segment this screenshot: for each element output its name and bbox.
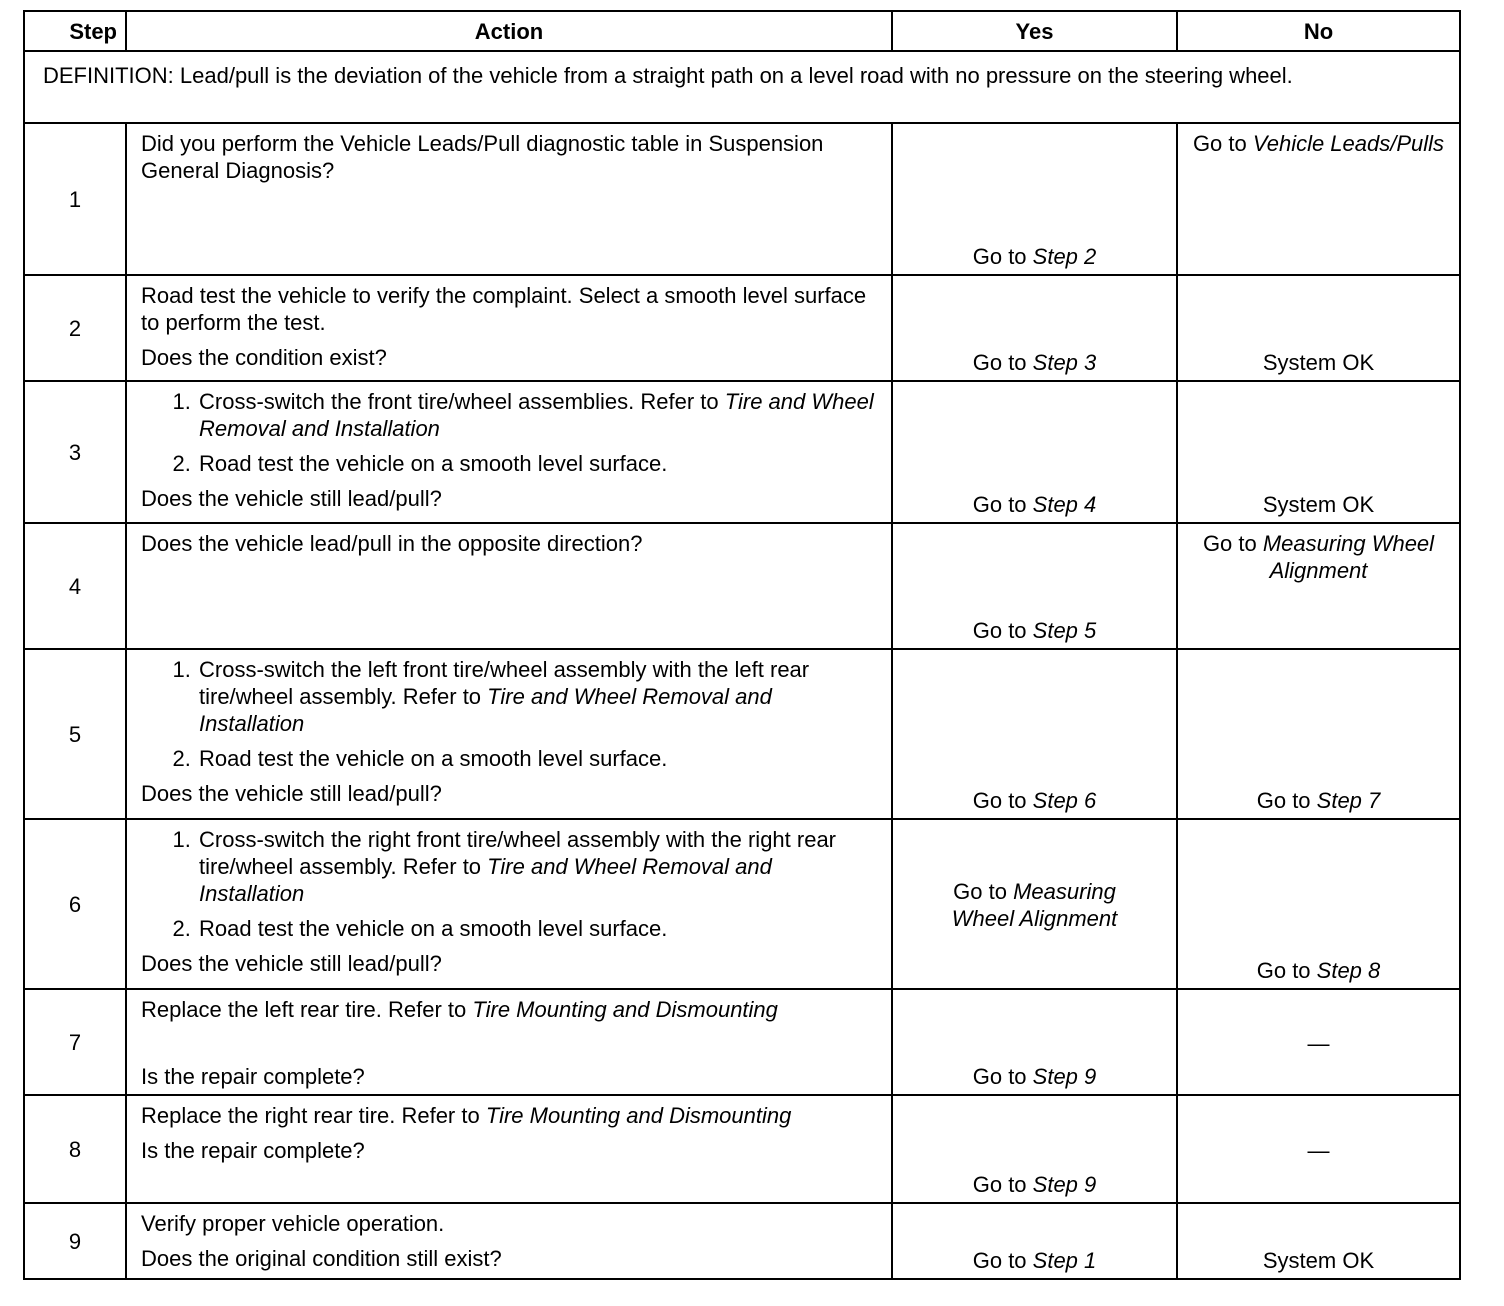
action-cell xyxy=(126,523,892,649)
yes-cell xyxy=(892,819,1177,989)
yes-cell xyxy=(892,523,1177,649)
action-cell xyxy=(126,1203,892,1279)
yes-prefix: Go to xyxy=(972,1248,1033,1273)
header-row xyxy=(24,11,1460,51)
action-question: Is the repair complete? xyxy=(141,1138,365,1163)
no-goto[interactable] xyxy=(1186,530,1451,584)
no-result: System OK xyxy=(1262,350,1375,375)
substep-ref[interactable]: Tire and Wheel Removal and Installation xyxy=(199,389,874,441)
table-row xyxy=(24,275,1460,381)
step-number: 5 xyxy=(24,649,126,819)
yes-prefix: Go to xyxy=(972,244,1033,269)
table-row xyxy=(24,1095,1460,1203)
yes-cell xyxy=(892,1095,1177,1203)
action-cell xyxy=(126,123,892,275)
yes-prefix: Go to xyxy=(972,618,1033,643)
step-number: 3 xyxy=(24,381,126,523)
substep-item xyxy=(197,656,881,737)
yes-ref: Step 3 xyxy=(1032,350,1097,375)
no-cell xyxy=(1177,819,1460,989)
yes-prefix: Go to xyxy=(953,879,1014,904)
no-cell xyxy=(1177,523,1460,649)
action-cell xyxy=(126,381,892,523)
definition-row xyxy=(24,51,1460,123)
no-prefix: Go to xyxy=(1192,131,1253,156)
substep-item xyxy=(197,388,881,442)
action-ref[interactable]: Tire Mounting and Dismounting xyxy=(485,1103,792,1128)
no-cell xyxy=(1177,275,1460,381)
no-cell xyxy=(1177,649,1460,819)
substep-ref[interactable]: Tire and Wheel Removal and Installation xyxy=(199,684,772,736)
yes-cell xyxy=(892,381,1177,523)
substep-text: Road test the vehicle on a smooth level surface. xyxy=(199,916,668,941)
action-question: Does the original condition still exist? xyxy=(141,1246,502,1271)
action-text-wrap xyxy=(141,996,881,1023)
action-text: Does the vehicle lead/pull in the opposite direction? xyxy=(141,531,643,556)
yes-ref: Step 9 xyxy=(1032,1064,1097,1089)
yes-goto[interactable] xyxy=(901,243,1168,270)
step-number: 7 xyxy=(24,989,126,1095)
action-text: Replace the right rear tire. Refer to xyxy=(141,1103,486,1128)
step-number: 1 xyxy=(24,123,126,275)
yes-cell xyxy=(892,1203,1177,1279)
yes-prefix: Go to xyxy=(972,1064,1033,1089)
header-step: Step xyxy=(24,11,126,51)
yes-goto[interactable] xyxy=(901,1171,1168,1198)
no-cell xyxy=(1177,381,1460,523)
step-number: 2 xyxy=(24,275,126,381)
no-ref: Measuring Wheel Alignment xyxy=(1262,531,1435,583)
diagnostic-table xyxy=(23,10,1461,1280)
action-ref[interactable]: Tire Mounting and Dismounting xyxy=(472,997,778,1022)
step-number: 8 xyxy=(24,1095,126,1203)
yes-cell xyxy=(892,989,1177,1095)
header-yes: Yes xyxy=(892,11,1177,51)
table-row xyxy=(24,123,1460,275)
no-ref: Step 7 xyxy=(1316,788,1381,813)
yes-cell xyxy=(892,275,1177,381)
no-ref: Vehicle Leads/Pulls xyxy=(1252,131,1445,156)
substep-item xyxy=(197,826,881,907)
yes-ref: Step 2 xyxy=(1032,244,1097,269)
action-text: Did you perform the Vehicle Leads/Pull diagnostic table in Suspension General Diagnosis? xyxy=(141,131,824,183)
no-prefix: Go to xyxy=(1202,531,1263,556)
no-goto[interactable] xyxy=(1186,130,1451,157)
yes-goto[interactable] xyxy=(901,349,1168,376)
substep-text: Cross-switch the left front tire/wheel assembly with the left rear tire/wheel assembly. Refer to xyxy=(199,657,810,709)
no-cell xyxy=(1177,123,1460,275)
yes-cell xyxy=(892,123,1177,275)
definition-text: DEFINITION: Lead/pull is the deviation of the vehicle from a straight path on a level road with no pressure on the steering wheel. xyxy=(24,51,1460,123)
yes-goto[interactable] xyxy=(901,1247,1168,1274)
yes-prefix: Go to xyxy=(972,350,1033,375)
action-text: Replace the left rear tire. Refer to xyxy=(141,997,473,1022)
yes-goto[interactable] xyxy=(901,491,1168,518)
header-no: No xyxy=(1177,11,1460,51)
yes-ref: Measuring Wheel Alignment xyxy=(951,879,1118,931)
substep-text: Road test the vehicle on a smooth level surface. xyxy=(199,451,668,476)
action-cell xyxy=(126,989,892,1095)
yes-goto[interactable] xyxy=(901,878,1168,932)
yes-ref: Step 5 xyxy=(1032,618,1097,643)
yes-ref: Step 9 xyxy=(1032,1172,1097,1197)
yes-goto[interactable] xyxy=(901,617,1168,644)
action-cell xyxy=(126,1095,892,1203)
no-goto[interactable] xyxy=(1186,957,1451,984)
table-row xyxy=(24,989,1460,1095)
no-prefix: Go to xyxy=(1256,788,1317,813)
yes-ref: Step 4 xyxy=(1032,492,1097,517)
substep-item xyxy=(197,450,881,477)
no-ref: Step 8 xyxy=(1316,958,1381,983)
table-row xyxy=(24,819,1460,989)
table-row xyxy=(24,523,1460,649)
action-text: Verify proper vehicle operation. xyxy=(141,1211,445,1236)
action-cell xyxy=(126,819,892,989)
action-question: Does the vehicle still lead/pull? xyxy=(141,486,442,511)
action-question: Is the repair complete? xyxy=(141,1064,365,1089)
no-cell xyxy=(1177,989,1460,1095)
substep-list xyxy=(141,656,881,772)
substep-text: Cross-switch the right front tire/wheel assembly with the right rear tire/wheel assembly. Refer to xyxy=(199,827,837,879)
table-row xyxy=(24,1203,1460,1279)
step-number: 4 xyxy=(24,523,126,649)
action-text: Road test the vehicle to verify the complaint. Select a smooth level surface to perform the test. xyxy=(141,283,867,335)
no-result: — xyxy=(1307,1030,1330,1056)
action-cell xyxy=(126,649,892,819)
table-row xyxy=(24,649,1460,819)
action-question: Does the condition exist? xyxy=(141,345,387,370)
substep-text: Cross-switch the front tire/wheel assemblies. Refer to xyxy=(199,389,725,414)
substep-list xyxy=(141,826,881,942)
yes-prefix: Go to xyxy=(972,492,1033,517)
yes-cell xyxy=(892,649,1177,819)
table-row xyxy=(24,381,1460,523)
yes-prefix: Go to xyxy=(972,788,1033,813)
substep-item xyxy=(197,745,881,772)
no-result: — xyxy=(1307,1137,1330,1163)
step-number: 9 xyxy=(24,1203,126,1279)
no-goto[interactable] xyxy=(1186,787,1451,814)
yes-prefix: Go to xyxy=(972,1172,1033,1197)
no-cell xyxy=(1177,1095,1460,1203)
no-result: System OK xyxy=(1262,1248,1375,1273)
action-cell xyxy=(126,275,892,381)
action-text-wrap xyxy=(141,1102,881,1129)
yes-ref: Step 1 xyxy=(1032,1248,1097,1273)
substep-ref[interactable]: Tire and Wheel Removal and Installation xyxy=(199,854,772,906)
action-question: Does the vehicle still lead/pull? xyxy=(141,781,442,806)
substep-list xyxy=(141,388,881,477)
no-result: System OK xyxy=(1262,492,1375,517)
substep-item xyxy=(197,915,881,942)
yes-goto[interactable] xyxy=(901,1063,1168,1090)
yes-ref: Step 6 xyxy=(1032,788,1097,813)
action-question: Does the vehicle still lead/pull? xyxy=(141,951,442,976)
substep-text: Road test the vehicle on a smooth level surface. xyxy=(199,746,668,771)
step-number: 6 xyxy=(24,819,126,989)
no-cell xyxy=(1177,1203,1460,1279)
no-prefix: Go to xyxy=(1256,958,1317,983)
yes-goto[interactable] xyxy=(901,787,1168,814)
header-action: Action xyxy=(126,11,892,51)
